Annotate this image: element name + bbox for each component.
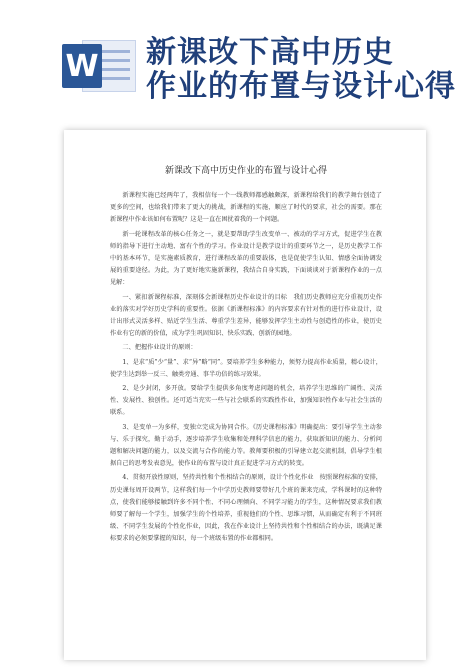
page-title-line-2: 作业的布置与设计心得: [146, 69, 456, 104]
paragraph: 新课程实施已经两年了，我相信每一个一线教师都感触颇深，新课程给我们的教学舞台创造了更多的空间，也给我们带来了更大的挑战，新课程的实施，顺应了时代的要求，社会的需要。那在新课程中作业该如何布置呢？这是一直在困扰着我的一个问题。: [110, 192, 382, 224]
page-title-line-1: 新课改下高中历史: [146, 35, 394, 70]
paragraph: 1、是求“质”少“量”、求“异”略“同”。要培养学生多种能力，须努力提高作业质量，精心设计，使学生达到举一反三、触类旁通、事半功倍的练习效果。: [110, 358, 382, 378]
document-title: 新课改下高中历史作业的布置与设计心得: [164, 166, 327, 176]
paragraph: 二、把握作业设计的原则：: [122, 344, 197, 352]
word-document-icon: [62, 38, 138, 94]
paragraph: 2、是少封闭，多开放。要给学生提供多角度考虑问题的机会，培养学生思维的广阔性、灵活性、发展性、独创性。还可适当充实一些与社会联系的实践性作业，加强知识性作业与社会生活的联系。: [110, 385, 382, 417]
paragraph: 新一轮课程改革的核心任务之一，就是要帮助学生改变单一、被动的学习方式，促进学生在教师的指导下进行主动地、富有个性的学习。作业设计是教学设计的重要环节之一，是历史教学工作中的基本环节，是实施素质教育，进行课程改革的重要载体，也是促使学生认知、情感全面协调发展的重要途径。为此，为了更好地实施新课程，我结合自身实践，下面谈谈对于新课程作业的一点见解：: [110, 230, 382, 287]
document-body: [110, 164, 382, 548]
paragraph: 4、贯彻开放性原则，坚持共性和个性相结合的原则，设计个性化作业 按照课程标准的安排，历史课每周开设两节，这样我们每一个中学历史教师要带好几个班的课来完成，学科课时的这种特点，使我们能够接触到许多不同个性、不同心理倾向、不同学习能力的学生，这种情况要求我们教师要了解每一个学生，加强学生的个性培养，重视他们的个性、思维习惯，从而确定有利于不同班级、不同学生发展的个性化作业，因此，我在作业设计上坚持共性和个性相结合的办法，既满足课标要求的必须要掌握的知识，每一个班级布置的作业都相同。: [110, 474, 382, 543]
paragraph: 一、紧扣新课程标准，深刻体会新课程历史作业设计的目标 我们历史教师应充分重视历史作业的落实对学好历史学科的重要性。依据《新课程标准》的内容要求有针对性的进行作业设计，设计出形式灵活多样、贴近学生生活、尊重学生差异，能够发挥学生主动性与创造性的作业，使历史作业有它的新的价值，成为学生巩固知识、快乐实践、创新的园地。: [110, 293, 382, 338]
word-icon-letter: W: [62, 44, 102, 88]
paragraph: 3、是变单一为多样，变独立完成为协同合作。《历史课程标准》明确提出：要引导学生主动参与、乐于探究，勤于动手，逐步培养学生收集和处理科学信息的能力，获取新知识的能力、分析问题和解决问题的能力，以及交流与合作的能力等。教师要积极的引导建立起交流机制，倡导学生根据自己的思考发表意见，使作业的布置与设计真正促进学习方式的转变。: [110, 423, 382, 468]
document-page: [64, 130, 426, 660]
header-banner: [0, 0, 474, 120]
page-title: [146, 36, 468, 104]
